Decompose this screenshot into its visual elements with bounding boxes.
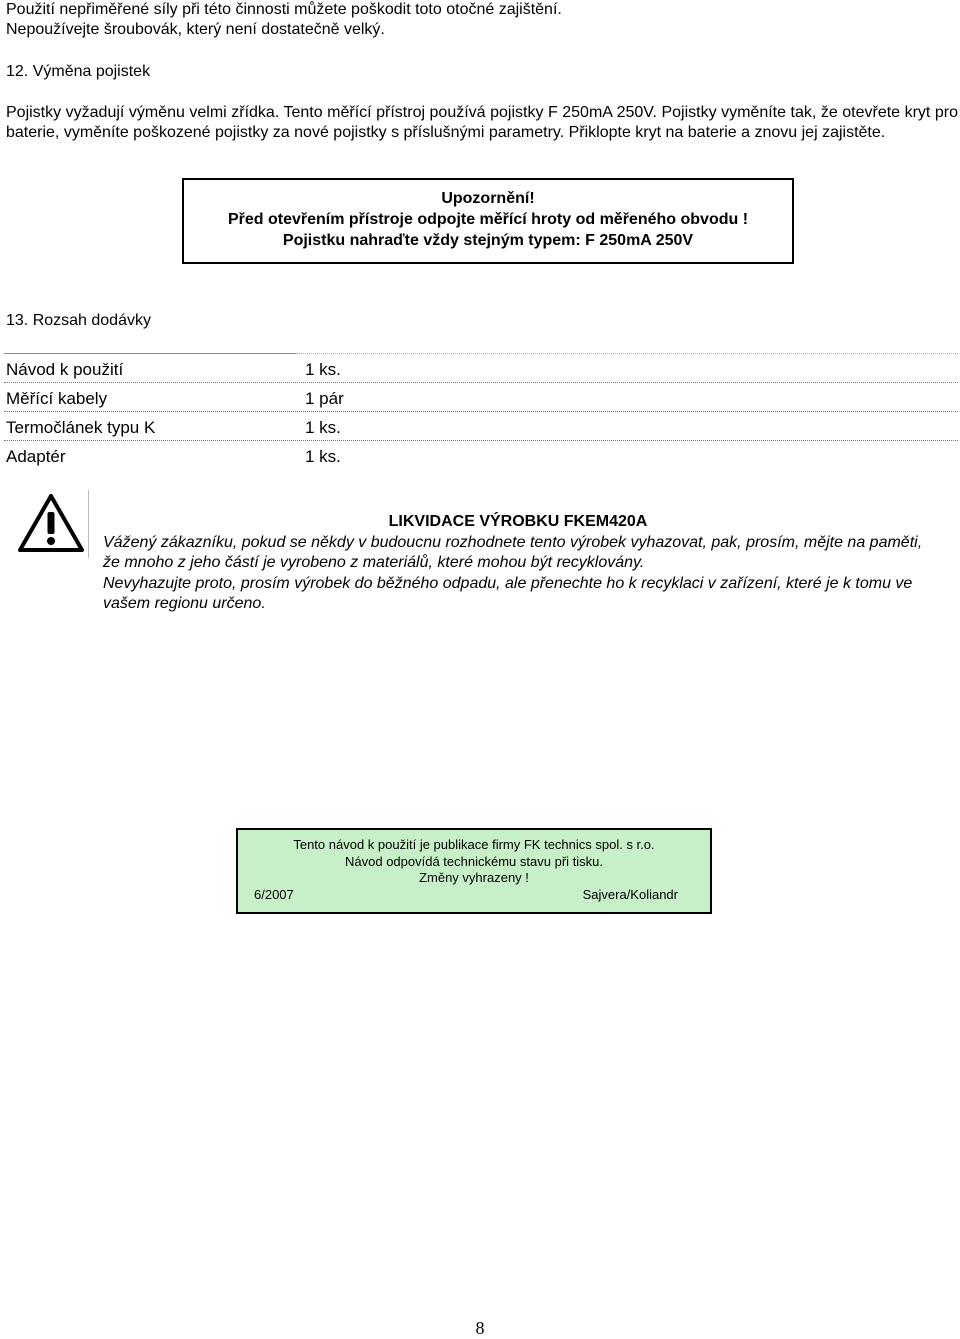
intro-line-1: Použití nepřiměřené síly při této činnosti můžete poškodit toto otočné zajištění. xyxy=(6,1,562,18)
section-12-heading: 12. Výměna pojistek xyxy=(6,63,151,80)
section-12-paragraph: Pojistky vyžadují výměnu velmi zřídka. Tento měřící přístroj používá pojistky F 250mA 250V. Pojistky vyměníte tak, že otevřete kryt pro baterie, vyměníte poškozené pojistky za nové pojistky s příslušnými parametry. Přiklopte kryt na baterie a znovu jej zajistěte. xyxy=(6,104,958,141)
row-separator xyxy=(4,440,958,441)
page-number: 8 xyxy=(475,1318,485,1338)
item-qty: 1 ks. xyxy=(305,447,341,466)
warning-title: Upozornění! xyxy=(441,190,535,207)
publisher-line-2: Návod odpovídá technickému stavu při tisku. xyxy=(345,853,603,869)
publisher-meta xyxy=(238,887,710,904)
publisher-line-3: Změny vyhrazeny ! xyxy=(419,870,529,885)
table-top-rule-dotted xyxy=(296,353,958,354)
row-separator xyxy=(4,382,958,383)
disposal-text-2: Nevyhazujte proto, prosím výrobek do běžného odpadu, ale přenechte ho k recyklaci v zařízení, které je k tomu ve vašem regionu určeno. xyxy=(103,574,913,612)
item-qty: 1 ks. xyxy=(305,418,341,437)
item-name: Měřící kabely xyxy=(6,389,108,408)
intro-line-2: Nepoužívejte šroubovák, který není dostatečně velký. xyxy=(6,21,385,38)
warning-triangle-icon xyxy=(16,492,86,556)
item-name: Adaptér xyxy=(6,447,66,466)
icon-divider xyxy=(88,490,89,558)
publisher-box xyxy=(236,828,712,914)
item-qty: 1 pár xyxy=(305,389,344,408)
table-top-rule xyxy=(4,353,296,354)
disposal-title: LIKVIDACE VÝROBKU FKEM420A xyxy=(388,513,648,530)
disposal-text-1: Vážený zákazníku, pokud se někdy v budoucnu rozhodnete tento výrobek vyhazovat, pak, prosím, mějte na paměti, že mnoho z jeho částí je vyrobeno z materiálů, které mohou být recyklovány. xyxy=(103,533,923,571)
publish-date: 6/2007 xyxy=(254,886,294,902)
intro-text xyxy=(6,0,956,40)
disposal-section xyxy=(103,512,933,615)
warning-line-2: Pojistku nahraďte vždy stejným typem: F 250mA 250V xyxy=(282,232,694,249)
item-qty: 1 ks. xyxy=(305,360,341,379)
row-separator xyxy=(4,411,958,412)
item-name: Návod k použití xyxy=(6,360,124,379)
warning-line-1: Před otevřením přístroje odpojte měřící hroty od měřeného obvodu ! xyxy=(227,211,749,228)
publish-authors: Sajvera/Koliandr xyxy=(582,886,678,902)
publisher-line-1: Tento návod k použití je publikace firmy FK technics spol. s r.o. xyxy=(293,837,655,852)
section-13-heading: 13. Rozsah dodávky xyxy=(6,312,151,329)
warning-box xyxy=(182,178,794,264)
item-name: Termočlánek typu K xyxy=(6,418,156,437)
